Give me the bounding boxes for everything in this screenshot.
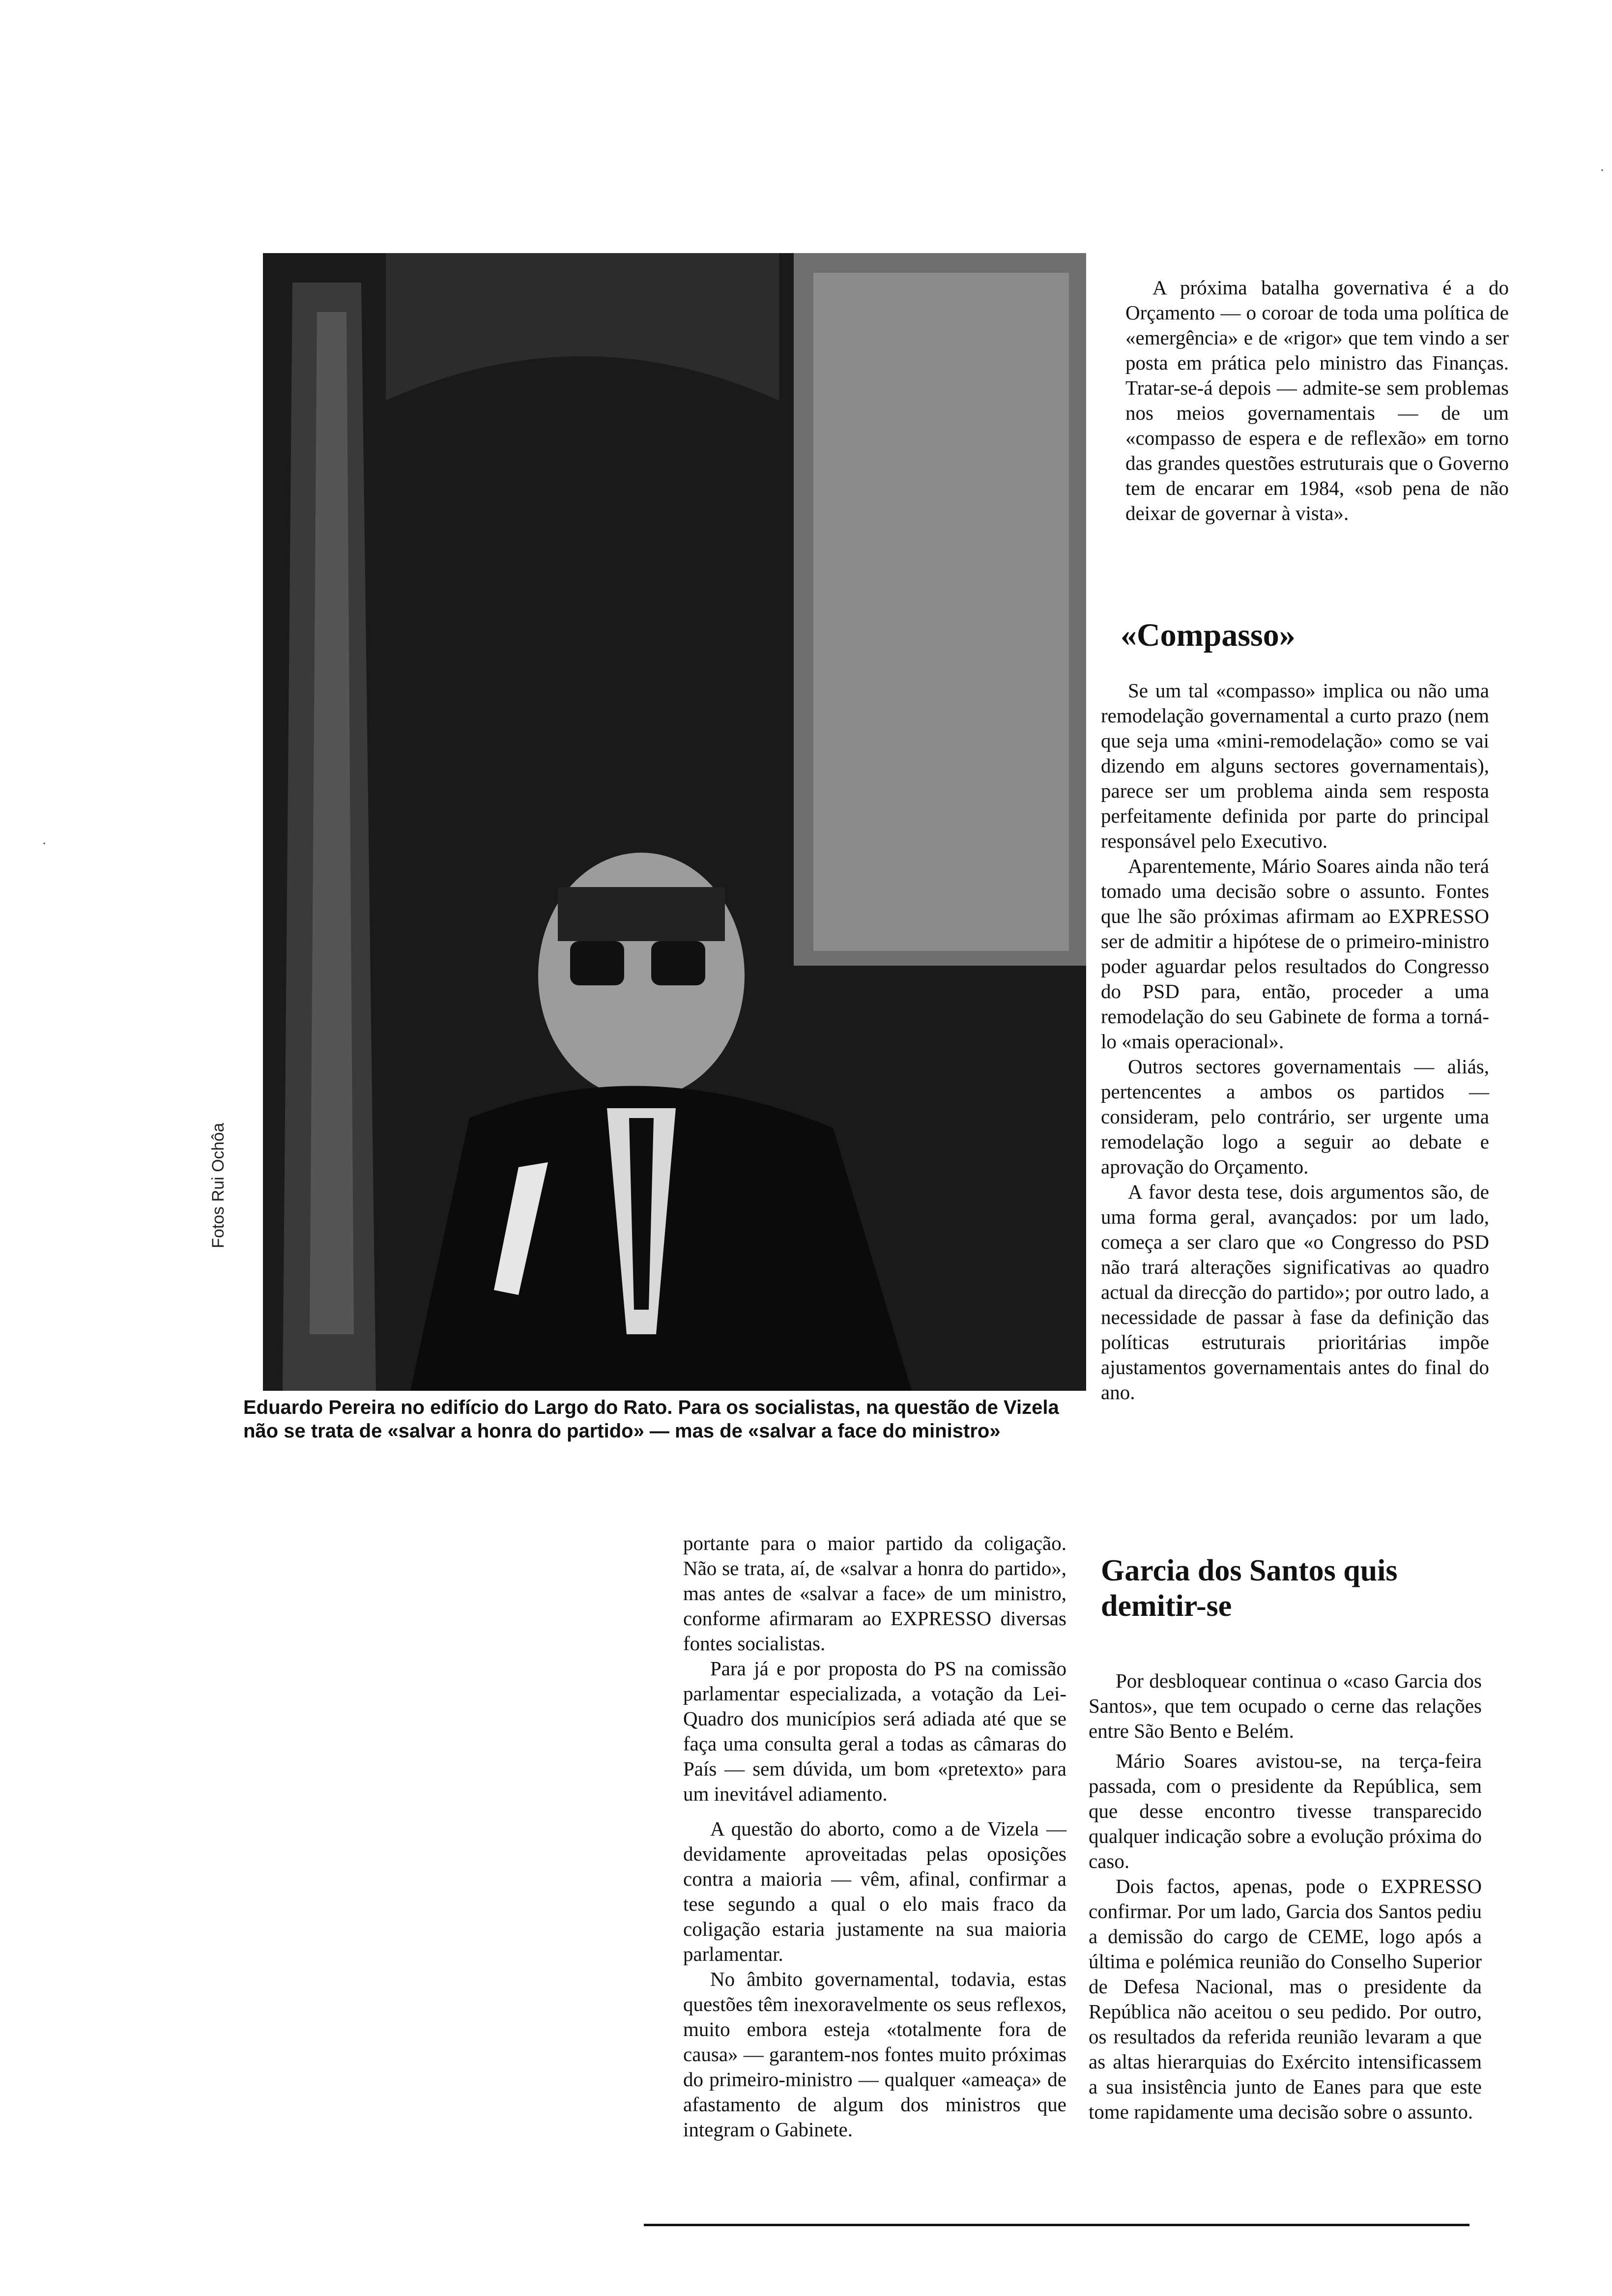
middle-column	[683, 1531, 1066, 2142]
paragraph: Por desbloquear continua o «caso Garcia dos Santos», que tem ocupado o cerne das relações entre São Bento e Belém.	[1089, 1669, 1482, 1742]
scan-mark: ·	[1600, 162, 1605, 178]
paragraph: Dois factos, apenas, pode o EXPRESSO confirmar. Por um lado, Garcia dos Santos pediu a demissão do cargo de CEME, logo após a última e polémica reunião do Conselho Superior de Defesa Nacional, mas o presidente da República não aceitou o seu pedido. Por outro, os resultados da referida reunião levaram a que as altas hierarquias do Exército intensificassem a sua insistência junto de Eanes para que este tome rapidamente uma decisão sobre o assunto.	[1089, 1875, 1482, 2123]
lead-paragraph: A próxima batalha governativa é a do Orçamento — o coroar de toda uma política de «emergência» e de «rigor» que tem vindo a ser posta em prática pelo ministro das Finanças. Tratar-se-á depois — admite-se sem problemas nos meios governamentais — de um «compasso de espera e de reflexão» em torno das grandes questões estruturais que o Governo tem de encarar em 1984, «sob pena de não deixar de governar à vista».	[1125, 276, 1509, 524]
section-heading-garcia: Garcia dos Santos quis demitir-se	[1101, 1554, 1398, 1623]
paragraph: Outros sectores governamentais — aliás, pertencentes a ambos os partidos — consideram, pelo contrário, ser urgente uma remodelação logo a seguir ao debate e aprovação do Orçamento.	[1101, 1055, 1489, 1178]
paragraph: A favor desta tese, dois argumentos são, de uma forma geral, avançados: por um lado, começa a ser claro que «o Congresso do PSD não trará alterações significativas ao quadro actual da direcção do partido»; por outro lado, a necessidade de passar à fase da definição das políticas estruturais prioritárias impõe ajustamentos governamentais antes do final do ano.	[1101, 1180, 1489, 1404]
paragraph: Aparentemente, Mário Soares ainda não terá tomado uma decisão sobre o assunto. Fontes que lhe são próximas afirmam ao EXPRESSO ser de admitir a hipótese de o primeiro-ministro poder aguardar pelos resultados do Congresso do PSD para, então, proceder a uma remodelação do seu Gabinete de forma a torná-lo «mais operacional».	[1101, 855, 1489, 1053]
bottom-rule	[644, 2224, 1469, 2226]
photo-caption: Eduardo Pereira no edifício do Largo do Rato. Para os socialistas, na questão de Vizela não se trata de «salvar a honra do partido» — mas de «salvar a face do ministro»	[243, 1397, 1059, 1442]
section-heading-compasso: «Compasso»	[1121, 617, 1295, 653]
paragraph: A questão do aborto, como a de Vizela — devidamente aproveitadas pelas oposições contra a maioria — vêm, afinal, confirmar a tese segundo a qual o elo mais fraco da coligação estaria justamente na sua maioria parlamentar.	[683, 1817, 1066, 1965]
paragraph: Se um tal «compasso» implica ou não uma remodelação governamental a curto prazo (nem que seja uma «mini-remodelação» como se vai dizendo em alguns sectores governamentais), parece ser um problema ainda sem resposta perfeitamente definida por parte do principal responsável pelo Executivo.	[1101, 679, 1489, 852]
paragraph: Mário Soares avistou-se, na terça-feira passada, com o presidente da República, sem que desse encontro tivesse transparecido qualquer indicação sobre a evolução próxima do caso.	[1089, 1750, 1482, 1872]
scan-mark: ·	[42, 835, 47, 852]
photo-image	[263, 253, 1086, 1391]
photo-credit: Fotos Rui Ochôa	[209, 1122, 228, 1248]
article-photo	[263, 253, 1086, 1391]
lead-column	[1125, 275, 1509, 526]
paragraph: portante para o maior partido da coligação. Não se trata, aí, de «salvar a honra do partido», mas antes de «salvar a face» de um ministro, conforme afirmaram ao EXPRESSO diversas fontes socialistas.	[683, 1532, 1066, 1655]
paragraph: No âmbito governamental, todavia, estas questões têm inexoravelmente os seus reflexos, muito embora esteja «totalmente fora de causa» — garantem-nos fontes muito próximas do primeiro-ministro — qualquer «ameaça» de afastamento de algum dos ministros que integram o Gabinete.	[683, 1968, 1066, 2141]
garcia-column	[1089, 1668, 1482, 2124]
compasso-column	[1101, 678, 1489, 1405]
paragraph: Para já e por proposta do PS na comissão parlamentar especializada, a votação da Lei-Quadro dos municípios será adiada até que se faça uma consulta geral a todas as câmaras do País — sem dúvida, um bom «pretexto» para um inevitável adiamento.	[683, 1657, 1066, 1805]
